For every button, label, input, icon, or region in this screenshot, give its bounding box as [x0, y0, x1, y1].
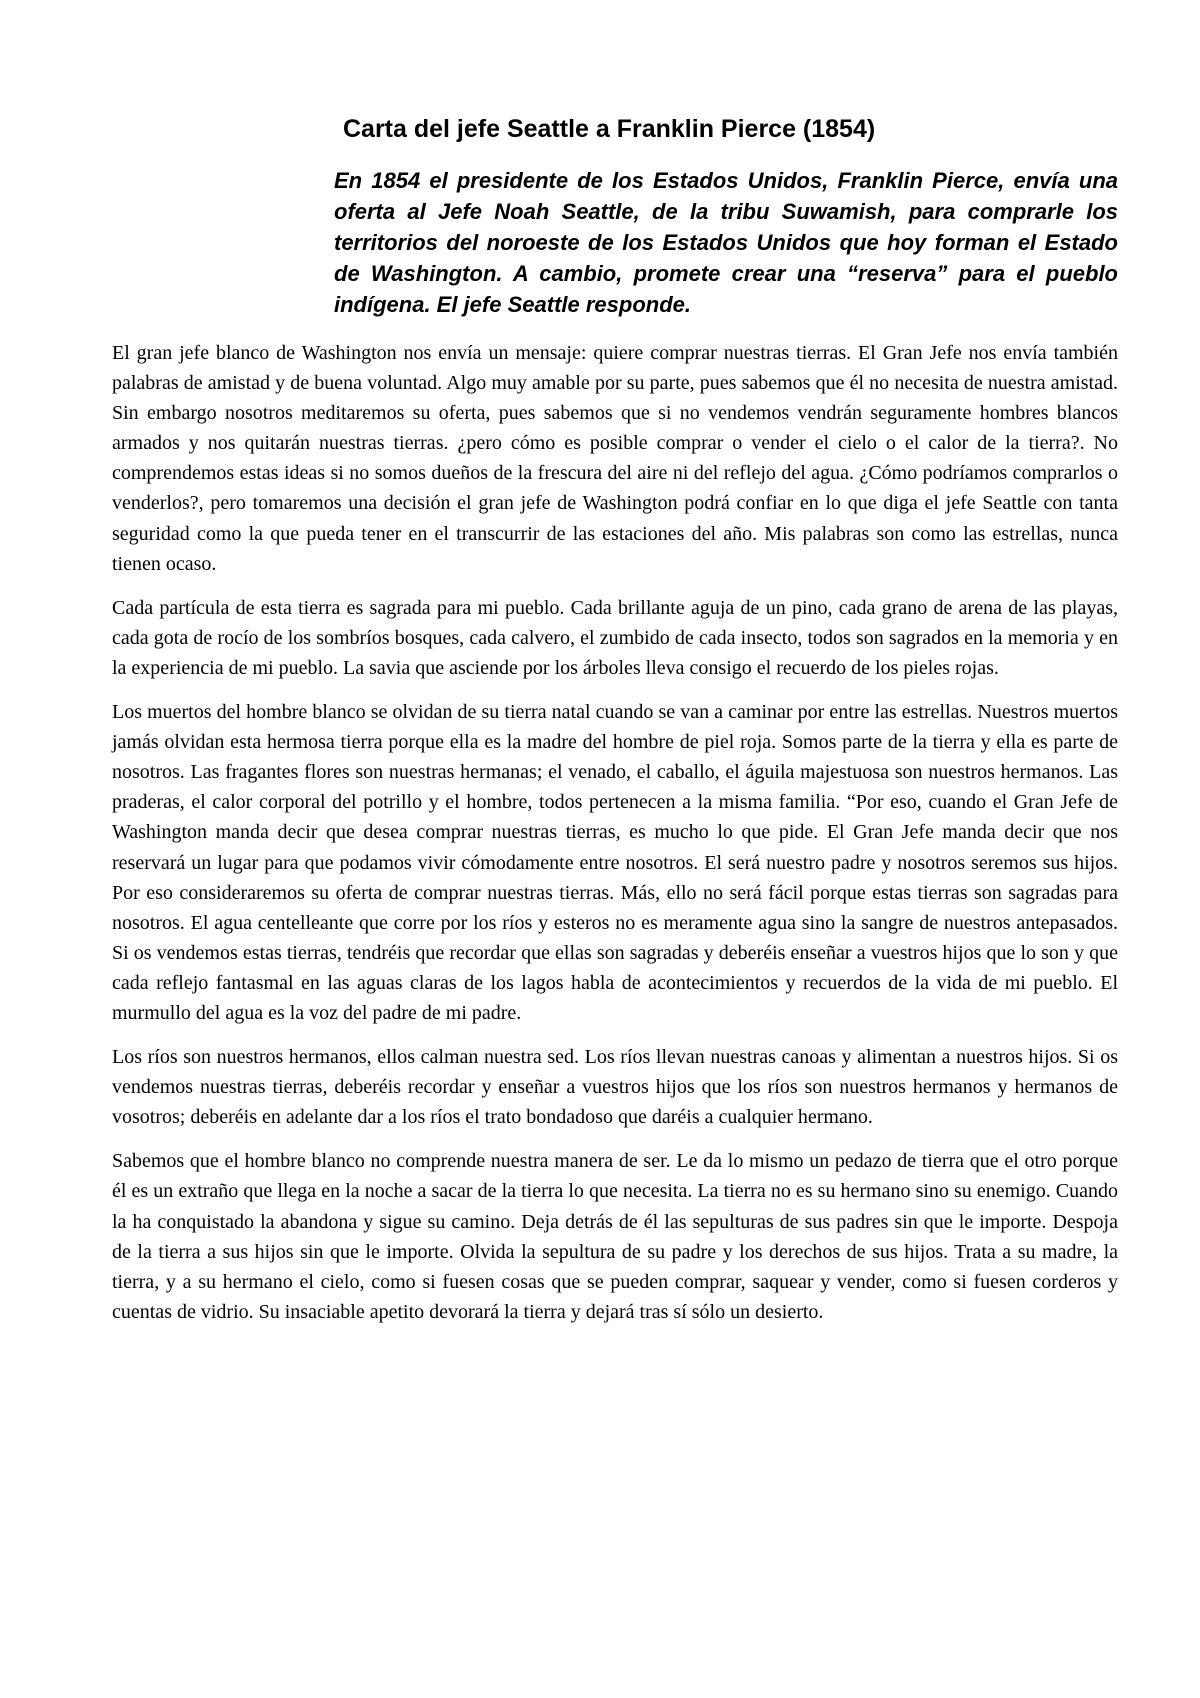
body-paragraph-2: Cada partícula de esta tierra es sagrada para mi pueblo. Cada brillante aguja de un pino, cada grano de arena de las playas, cada gota de rocío de los sombríos bosques, cada calvero, el zumbido de cada insecto, todos son sagrados en la memoria y en la experiencia de mi pueblo. La savia que asciende por los árboles lleva consigo el recuerdo de los pieles rojas. [112, 596, 1118, 679]
body-paragraph-5: Sabemos que el hombre blanco no comprende nuestra manera de ser. Le da lo mismo un pedazo de tierra que el otro porque él es un extraño que llega en la noche a sacar de la tierra lo que necesita. La tierra no es su hermano sino su enemigo. Cuando la ha conquistado la abandona y sigue su camino. Deja detrás de él las sepulturas de sus padres sin que le importe. Despoja de la tierra a sus hijos sin que le importe. Olvida la sepultura de su padre y los derechos de sus hijos. Trata a su madre, la tierra, y a su hermano el cielo, como si fuesen cosas que se pueden comprar, saquear y vender, como si fuesen corderos y cuentas de vidrio. Su insaciable apetito devorará la tierra y dejará tras sí sólo un desierto. [112, 1150, 1118, 1323]
document-title: Carta del jefe Seattle a Franklin Pierce (1854) [343, 115, 876, 143]
body-paragraph-1: El gran jefe blanco de Washington nos envía un mensaje: quiere comprar nuestras tierras. El Gran Jefe nos envía también palabras de amistad y de buena voluntad. Algo muy amable por su parte, pues sabemos que él no necesita de nuestra amistad. Sin embargo nosotros meditaremos su oferta, pues sabemos que si no vendemos vendrán seguramente hombres blancos armados y nos quitarán nuestras tierras. ¿pero cómo es posible comprar o vender el cielo o el calor de la tierra?. No comprendemos estas ideas si no somos dueños de la frescura del aire ni del reflejo del agua. ¿Cómo podríamos comprarlos o venderlos?, pero tomaremos una decisión el gran jefe de Washington podrá confiar en lo que diga el jefe Seattle con tanta seguridad como la que pueda tener en el transcurrir de las estaciones del año. Mis palabras son como las estrellas, nunca tienen ocaso. [112, 342, 1118, 575]
intro-paragraph: En 1854 el presidente de los Estados Unidos, Franklin Pierce, envía una oferta al Jefe Noah Seattle, de la tribu Suwamish, para comprarle los territorios del noroeste de los Estados Unidos que hoy forman el Estado de Washington. A cambio, promete crear una “reserva” para el pueblo indígena. El jefe Seattle responde. [334, 168, 1118, 317]
body-paragraph-3: Los muertos del hombre blanco se olvidan de su tierra natal cuando se van a caminar por entre las estrellas. Nuestros muertos jamás olvidan esta hermosa tierra porque ella es la madre del hombre de piel roja. Somos parte de la tierra y ella es parte de nosotros. Las fragantes flores son nuestras hermanas; el venado, el caballo, el águila majestuosa son nuestros hermanos. Las praderas, el calor corporal del potrillo y el hombre, todos pertenecen a la misma familia. “Por eso, cuando el Gran Jefe de Washington manda decir que desea comprar nuestras tierras, es mucho lo que pide. El Gran Jefe manda decir que nos reservará un lugar para que podamos vivir cómodamente entre nosotros. El será nuestro padre y nosotros seremos sus hijos. Por eso consideraremos su oferta de comprar nuestras tierras. Más, ello no será fácil porque estas tierras son sagradas para nosotros. El agua centelleante que corre por los ríos y esteros no es meramente agua sino la sangre de nuestros antepasados. Si os vendemos estas tierras, tendréis que recordar que ellas son sagradas y deberéis enseñar a vuestros hijos que lo son y que cada reflejo fantasmal en las aguas claras de los lagos habla de acontecimientos y recuerdos de la vida de mi pueblo. El murmullo del agua es la voz del padre de mi padre. [112, 701, 1118, 1024]
body-paragraph-4: Los ríos son nuestros hermanos, ellos calman nuestra sed. Los ríos llevan nuestras canoas y alimentan a nuestros hijos. Si os vendemos nuestras tierras, deberéis recordar y enseñar a vuestros hijos que los ríos son nuestros hermanos y hermanos de vosotros; deberéis en adelante dar a los ríos el trato bondadoso que daréis a cualquier hermano. [112, 1046, 1118, 1129]
letter-body [112, 338, 1118, 1341]
